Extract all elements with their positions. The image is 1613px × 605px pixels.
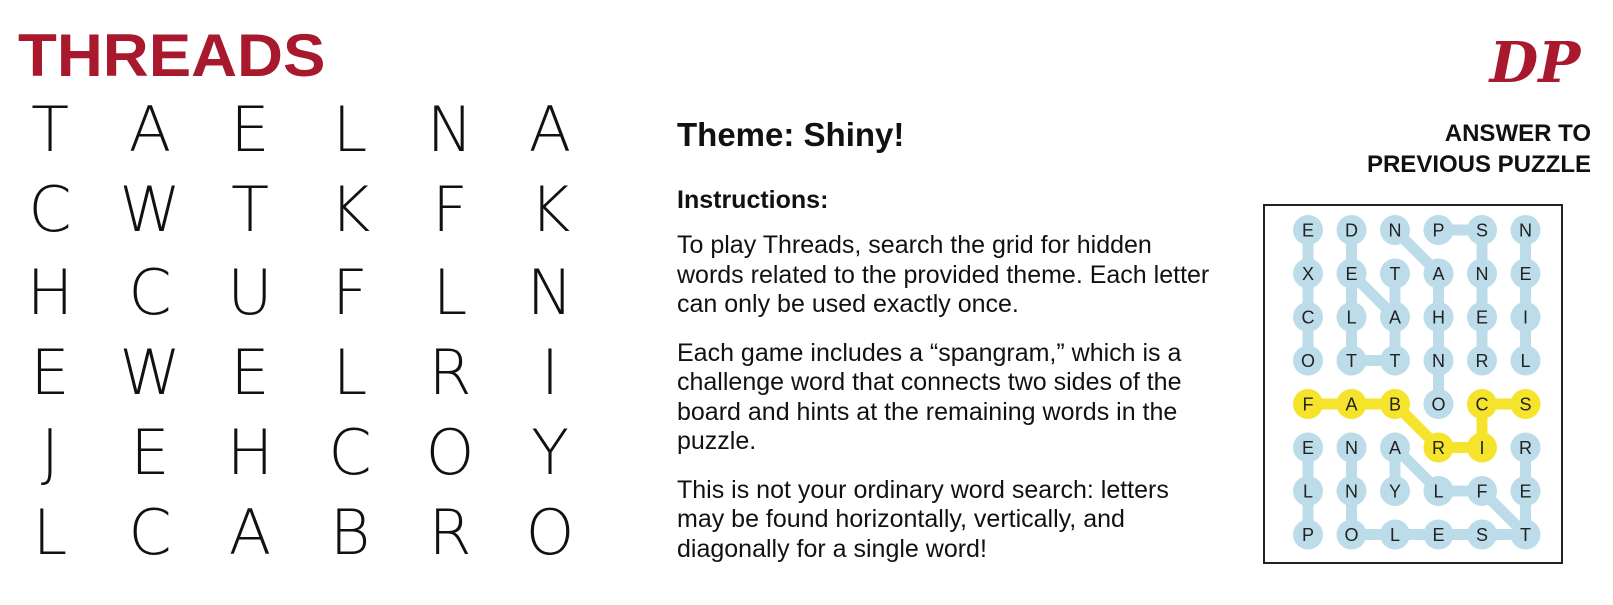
answer-letter: E: [1519, 264, 1532, 284]
answer-letter: N: [1432, 351, 1445, 371]
answer-title-line-2: PREVIOUS PUZZLE: [1366, 151, 1591, 178]
answer-letter: O: [1431, 394, 1446, 415]
answer-letter: E: [1301, 438, 1315, 458]
answer-letter: P: [1301, 525, 1315, 545]
grid-letter: N: [526, 256, 574, 329]
answer-letter: C: [1301, 307, 1315, 328]
answer-letter: A: [1388, 438, 1402, 458]
instructions-paragraph-3: This is not your ordinary word search: letters may be found horizontally, vertically, and diagonally for a single word!: [677, 475, 1169, 563]
answer-letter: E: [1475, 307, 1489, 328]
answer-letter: R: [1519, 438, 1532, 458]
grid-letter: E: [230, 93, 270, 166]
grid-letter: A: [128, 93, 172, 166]
grid-letter: E: [30, 336, 70, 409]
answer-letter: F: [1302, 394, 1314, 415]
grid-letter: Y: [531, 416, 569, 489]
grid-letter: T: [231, 173, 269, 246]
word-path: [1395, 448, 1526, 535]
answer-letter: H: [1432, 307, 1445, 328]
answer-letter: A: [1432, 264, 1445, 284]
answer-letter: I: [1522, 307, 1529, 328]
grid-letter: L: [332, 336, 368, 409]
answer-letter: L: [1433, 481, 1444, 502]
grid-letter: W: [119, 336, 181, 409]
answer-letter: E: [1301, 220, 1315, 241]
answer-letter: T: [1389, 264, 1401, 284]
answer-letter: E: [1432, 525, 1445, 545]
grid-letter: B: [329, 496, 371, 569]
info-panel: [677, 115, 1237, 583]
answer-letter: N: [1345, 481, 1358, 502]
answer-letter: Y: [1388, 481, 1402, 502]
answer-letter: E: [1345, 264, 1358, 284]
answer-letter: S: [1475, 220, 1489, 241]
grid-letter: A: [228, 496, 272, 569]
grid-letter: K: [529, 173, 571, 246]
grid-letter: L: [332, 93, 368, 166]
grid-letter: L: [32, 496, 68, 569]
grid-letter: R: [428, 496, 472, 569]
grid-letter: E: [130, 416, 170, 489]
answer-letter: C: [1475, 394, 1489, 415]
letter-grid: [0, 90, 620, 600]
answer-letter: L: [1520, 351, 1531, 371]
grid-letter: O: [525, 496, 575, 569]
grid-letter: N: [426, 93, 474, 166]
answer-letter: L: [1389, 525, 1401, 545]
answer-letter: S: [1475, 525, 1489, 545]
answer-letter: L: [1346, 307, 1357, 328]
answer-letter: T: [1346, 351, 1357, 371]
instructions-paragraph-1: To play Threads, search the grid for hidden words related to the provided theme. Each letter can only be used exactly once.: [677, 231, 1210, 318]
grid-letter: C: [28, 173, 72, 246]
grid-letter: L: [432, 256, 468, 329]
grid-letter: T: [31, 93, 69, 166]
answer-letter: A: [1388, 307, 1402, 328]
answer-title-line-1: ANSWER TO: [1444, 120, 1591, 147]
previous-answer-board: [1263, 204, 1563, 564]
grid-letter: C: [128, 256, 172, 329]
svg-text:DP: DP: [1489, 30, 1581, 96]
answer-letter: N: [1345, 438, 1358, 458]
grid-letter: E: [230, 336, 270, 409]
answer-letter: L: [1302, 481, 1314, 502]
answer-title: [1367, 118, 1591, 180]
answer-letter: T: [1389, 351, 1401, 371]
answer-letter: D: [1345, 220, 1358, 241]
grid-letter: F: [432, 173, 468, 246]
answer-letter: O: [1344, 525, 1359, 545]
grid-letter: K: [329, 173, 371, 246]
grid-letter: H: [26, 256, 74, 329]
answer-letter: P: [1432, 220, 1445, 241]
grid-letter: F: [332, 256, 368, 329]
grid-letter: O: [425, 416, 475, 489]
grid-letter: A: [528, 93, 572, 166]
answer-board-svg: [1265, 206, 1561, 562]
answer-letter: N: [1475, 264, 1489, 284]
dp-logo: [1489, 22, 1581, 100]
answer-letter: R: [1432, 438, 1445, 458]
grid-letter: H: [226, 416, 274, 489]
grid-letter: C: [328, 416, 372, 489]
answer-letter: I: [1479, 438, 1485, 458]
grid-letter: C: [128, 496, 172, 569]
answer-letter: B: [1388, 394, 1402, 415]
answer-letter: O: [1300, 351, 1316, 371]
answer-letter: A: [1345, 394, 1358, 415]
answer-letter: F: [1476, 481, 1488, 502]
grid-letter: W: [119, 173, 181, 246]
theme-heading: Theme: Shiny!: [677, 116, 905, 153]
answer-letter: T: [1520, 525, 1531, 545]
answer-letter: S: [1519, 394, 1532, 415]
threads-title: THREADS: [18, 22, 326, 89]
answer-letter: X: [1301, 264, 1315, 284]
answer-letter: R: [1475, 351, 1489, 371]
grid-letter: J: [40, 416, 60, 489]
answer-letter: N: [1519, 220, 1532, 241]
instructions-label: Instructions:: [677, 186, 829, 214]
answer-letter: E: [1519, 481, 1532, 502]
instructions-paragraph-2: Each game includes a “spangram,” which is a challenge word that connects two sides of the board and hints at the remaining words in the puzzle.: [677, 338, 1182, 455]
grid-letter: I: [540, 336, 560, 409]
grid-letter: R: [428, 336, 472, 409]
grid-letter: U: [227, 256, 273, 329]
answer-letter: N: [1388, 220, 1402, 241]
